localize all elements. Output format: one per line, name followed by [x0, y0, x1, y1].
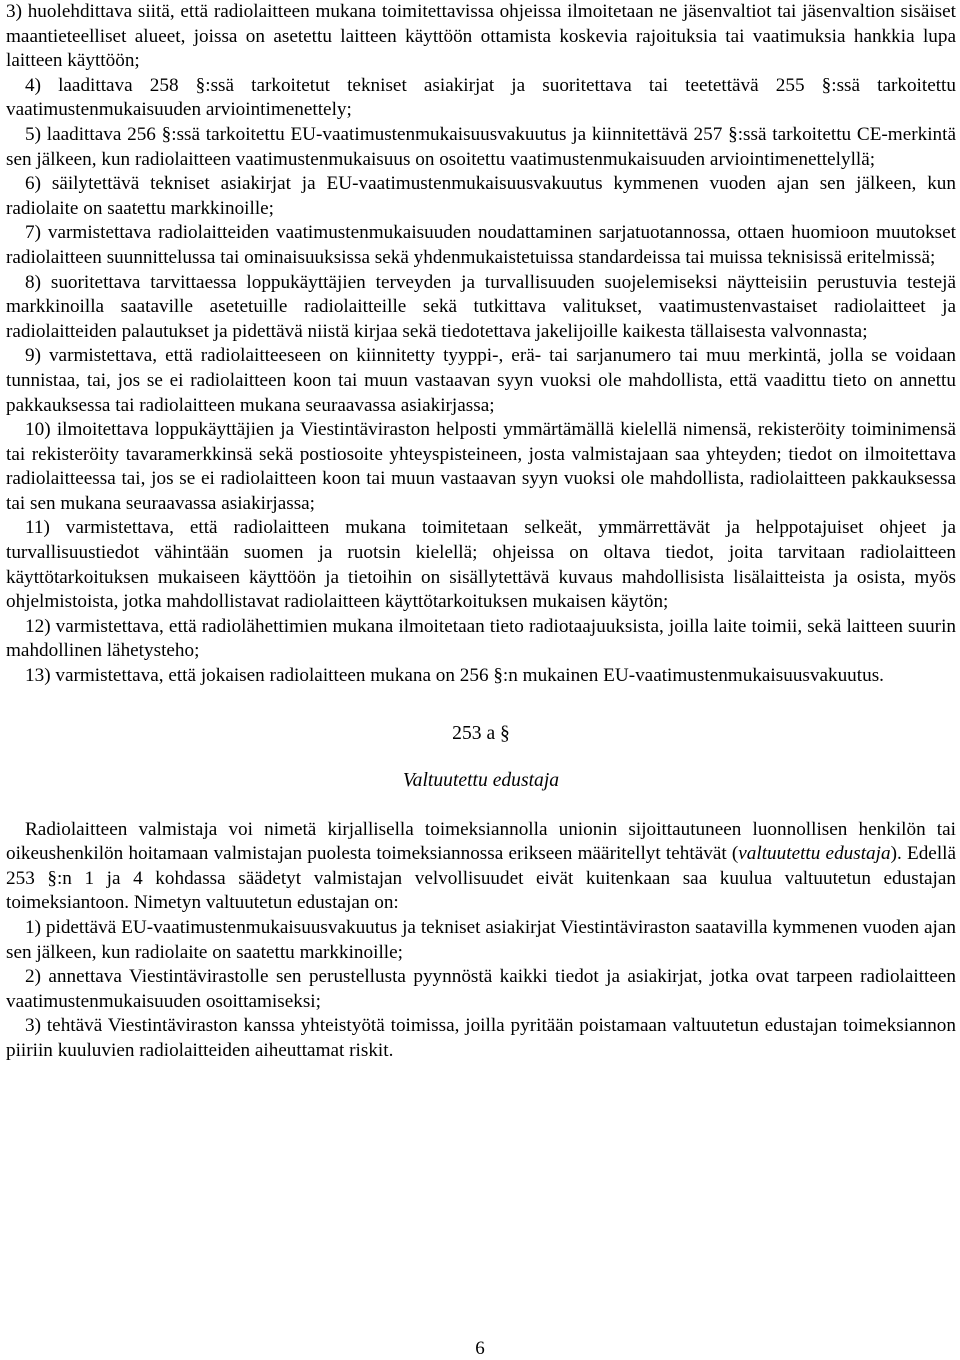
list-item: 13) varmistettava, että jokaisen radiolaitteen mukana on 256 §:n mukainen EU-vaatimustenmukaisuusvakuutus. [25, 665, 884, 687]
page-number: 6 [475, 1338, 485, 1359]
list-item: 7) varmistettava radiolaitteiden vaatimustenmukaisuuden noudattaminen sarjatuotannossa, ottaen huomioon muutokset radiolaitteen suunnittelussa tai ominaisuuksissa sekä yhdenmukaistetuissa standardeissa tai muissa teknisissä eritelmissä; [6, 222, 956, 268]
document-page [6, 0, 956, 1064]
obligations-list [6, 0, 956, 689]
intro-italic-term: valtuutettu edustaja [738, 843, 891, 865]
list-item: 4) laadittava 258 §:ssä tarkoitetut tekniset asiakirjat ja suoritettava tai teetettävä 255 §:ssä tarkoitettu vaatimustenmukaisuuden arviointimenettely; [6, 74, 956, 121]
section-number: 253 a § [452, 722, 510, 744]
list-item: 2) annettava Viestintävirastolle sen perustellusta pyynnöstä kaikki tiedot ja asiakirjat, jotka ovat tarpeen radiolaitteen vaatimustenmukaisuuden osoittamiseksi; [6, 966, 956, 1012]
list-item: 10) ilmoitettava loppukäyttäjien ja Viestintäviraston helposti ymmärtämällä kielellä nimensä, rekisteröity toiminimensä tai rekisteröity tavaramerkkinsä sekä postiosoite yhteyspisteineen, josta valmistajaan saa yhteyden; tiedot on ilmoitettava radiolaitteessa tai, jos se ei radiolaitteen koon tai muun vastaavan syyn vuoksi ole mahdollista, radiolaitteen pakkauksessa tai sen mukana seuraavassa asiakirjassa; [6, 419, 956, 514]
intro-paragraph [6, 818, 956, 916]
list-item: 8) suoritettava tarvittaessa loppukäyttäjien terveyden ja turvallisuuden suojelemiseksi näytteisiin perustuvia testejä markkinoilla saataville asetetuille radiolaitteille sekä tutkittava valitukset, vaatimustenvastaiset radiolaitteet ja radiolaitteiden palautukset ja pidettävä niistä kirjaa sekä tiedotettava jakelijoille kaikesta tällaisesta valvonnasta; [6, 271, 956, 342]
list-item: 12) varmistettava, että radiolähettimien mukana ilmoitetaan tieto radiotaajuuksista, joilla laite toimii, sekä laitteen suurin mahdollinen lähetysteho; [6, 615, 956, 662]
list-item: 6) säilytettävä tekniset asiakirjat ja EU-vaatimustenmukaisuusvakuutus kymmenen vuoden ajan sen jälkeen, kun radiolaite on saatettu markkinoille; [6, 173, 956, 219]
list-item: 1) pidettävä EU-vaatimustenmukaisuusvakuutus ja tekniset asiakirjat Viestintäviraston saatavilla kymmenen vuoden ajan sen jälkeen, kun radiolaite on saatettu markkinoille; [6, 917, 956, 963]
list-item: 3) tehtävä Viestintäviraston kanssa yhteistyötä toimissa, joilla pyritään poistamaan valtuutetun edustajan toimeksiannon piiriin kuuluvien radiolaitteiden aiheuttamat riskit. [6, 1015, 956, 1061]
section-title: Valtuutettu edustaja [402, 769, 560, 791]
list-item: 5) laadittava 256 §:ssä tarkoitettu EU-vaatimustenmukaisuusvakuutus ja kiinnitettävä 257 §:ssä tarkoitettu CE-merkintä sen jälkeen, kun radiolaitteen vaatimustenmukaisuus on osoitettu vaatimustenmukaisuuden arviointimenettelyllä; [6, 123, 956, 170]
intro-text-part2: ). Edellä 253 §:n 1 ja 4 kohdassa säädetyt valmistajan velvollisuudet eivät kuitenkaan saa kuulua valtuutetun edustajan toimeksiantoon. Nimetyn valtuutetun edustajan on: [6, 843, 957, 914]
section-body [6, 818, 956, 1064]
list-item: 9) varmistettava, että radiolaitteeseen on kiinnitetty tyyppi-, erä- tai sarjanumero tai muu merkintä, jolla se voidaan tunnistaa, tai, jos se ei radiolaitteen koon tai muun vastaavan syyn vuoksi ole mahdollista, että vaadittu tieto on annettu pakkauksessa tai radiolaitteen mukana seuraavassa asiakirjassa; [6, 345, 956, 416]
list-item: 3) huolehdittava siitä, että radiolaitteen mukana toimitettavissa ohjeissa ilmoitetaan ne jäsenvaltiot tai jäsenvaltion sisäiset maantieteelliset alueet, joissa on asetettu laitteen käyttöön ottamista koskevia rajoituksia tai vaatimuksia hankkia lupa laitteen käyttöön; [6, 1, 956, 72]
intro-text-part1: Radiolaitteen valmistaja voi nimetä kirjallisella toimeksiannolla unionin sijoittautuneen luonnollisen henkilön tai oikeushenkilön hoitamaan valmistajan puolesta toimeksiannossa erikseen määritellyt tehtävät ( [6, 818, 956, 865]
list-item: 11) varmistettava, että radiolaitteen mukana toimitetaan selkeät, ymmärrettävät ja helppotajuiset ohjeet ja turvallisuustiedot vähintään suomen ja ruotsin kielellä; ohjeissa on oltava tiedot, joita tarvitaan radiolaitteen käyttötarkoituksen mukaiseen käyttöön ja tietoihin on sisällytettävä kuvaus mahdollisista lisälaitteista ja osista, myös ohjelmistoista, jotka mahdollistavat radiolaitteen käyttötarkoituksen mukaisen käytön; [6, 517, 956, 613]
